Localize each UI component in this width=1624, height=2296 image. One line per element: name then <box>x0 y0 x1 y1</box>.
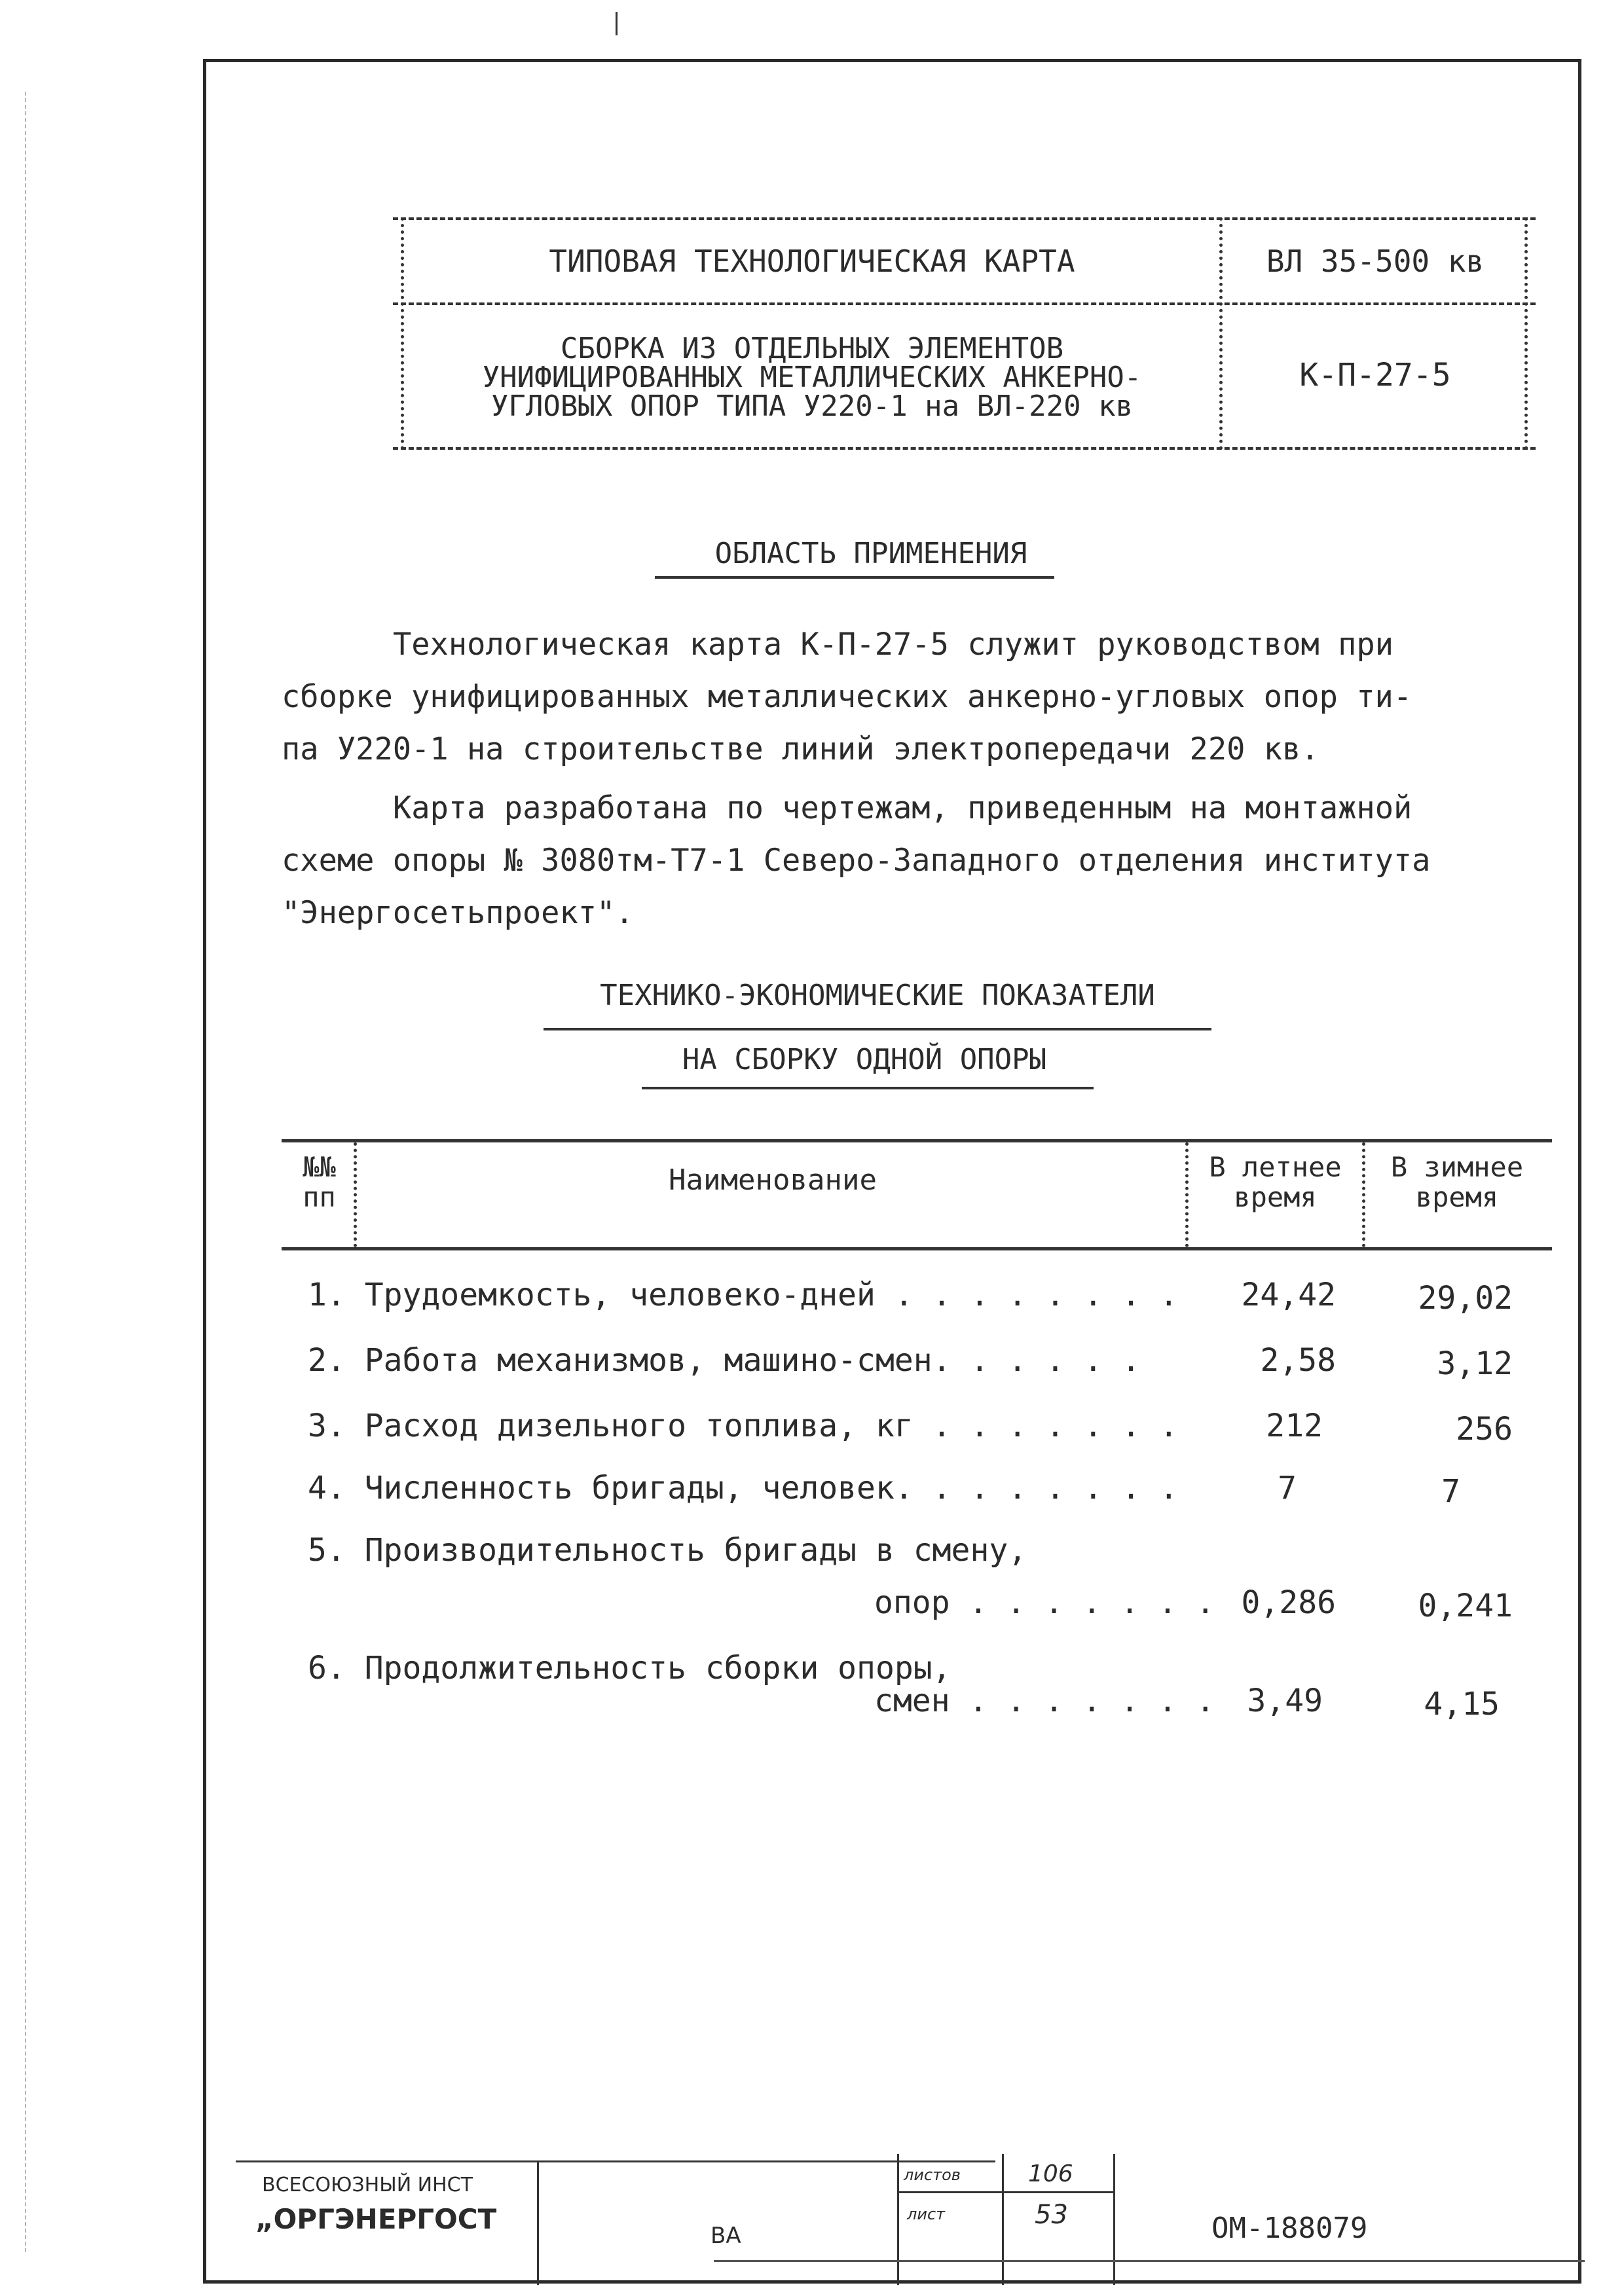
scope-code: ВЛ 35-500 кв <box>1266 244 1485 279</box>
scope-paragraph2-line2: схеме опоры № 3080тм-Т7-1 Северо-Западного отделения института <box>282 843 1431 879</box>
table-row-3-summer: 212 <box>1266 1408 1323 1444</box>
table-row-2-summer: 2,58 <box>1260 1342 1336 1379</box>
table-header-bottom-rule <box>282 1247 1552 1250</box>
table-row-3-label: 3. Расход дизельного топлива, кг . . . . . . . <box>308 1408 1179 1444</box>
scope-paragraph2-line1: Карта разработана по чертежам, приведенным на монтажной <box>393 790 1412 826</box>
table-header-name: Наименование <box>669 1163 877 1197</box>
indicators-heading-underline1 <box>544 1028 1211 1030</box>
table-header-number: №№ пп <box>303 1151 336 1213</box>
card-title: ТИПОВАЯ ТЕХНОЛОГИЧЕСКАЯ КАРТА <box>549 244 1075 279</box>
stamp-divider-values <box>1002 2154 1004 2285</box>
table-row-2-winter: 3,12 <box>1437 1345 1513 1382</box>
table-row-6-unit: смен . . . . . . . <box>874 1683 1215 1719</box>
table-row-5-unit: опор . . . . . . . <box>874 1584 1215 1621</box>
stamp-sheets-label: листов <box>904 2166 961 2184</box>
table-row-5-winter: 0,241 <box>1418 1588 1513 1624</box>
card-subtitle-line2: УНИФИЦИРОВАННЫХ МЕТАЛЛИЧЕСКИХ АНКЕРНО- <box>482 361 1142 394</box>
scope-paragraph1-line2: сборке унифицированных металлических анкерно-угловых опор ти- <box>282 679 1412 715</box>
table-row-3-winter: 256 <box>1456 1411 1513 1448</box>
card-code: К-П-27-5 <box>1299 357 1451 393</box>
title-block-left-edge <box>401 217 404 450</box>
table-row-5-summer: 0,286 <box>1241 1584 1336 1621</box>
card-subtitle-line1: СБОРКА ИЗ ОТДЕЛЬНЫХ ЭЛЕМЕНТОВ <box>560 332 1064 365</box>
table-row-6-winter: 4,15 <box>1424 1686 1500 1722</box>
title-block-middle-rule <box>393 302 1536 305</box>
stamp-divider-org <box>537 2160 539 2285</box>
stamp-divider-number <box>1113 2154 1115 2285</box>
scope-heading-underline <box>655 576 1054 579</box>
table-row-1-summer: 24,42 <box>1241 1277 1336 1313</box>
table-top-rule <box>282 1139 1552 1142</box>
stamp-document-number: ОМ-188079 <box>1211 2212 1368 2245</box>
table-row-4-winter: 7 <box>1441 1473 1460 1510</box>
binding-edge-line <box>25 92 26 2252</box>
stamp-organization-line2: „ОРГЭНЕРГОСТ <box>255 2203 497 2235</box>
card-subtitle-line3: УГЛОВЫХ ОПОР ТИПА У220-1 на ВЛ-220 кв <box>490 390 1134 423</box>
stamp-organization-line1: ВСЕСОЮЗНЫЙ ИНСТ <box>262 2174 473 2196</box>
table-row-4-summer: 7 <box>1278 1470 1297 1506</box>
top-margin-mark <box>616 12 618 35</box>
indicators-heading-line1: ТЕХНИКО-ЭКОНОМИЧЕСКИЕ ПОКАЗАТЕЛИ <box>600 979 1155 1012</box>
table-row-2-label: 2. Работа механизмов, машино-смен. . . . . . <box>308 1342 1141 1379</box>
title-block-right-edge <box>1524 217 1528 450</box>
stamp-sheet-value: 53 <box>1035 2200 1068 2230</box>
table-column-divider-name <box>1185 1142 1189 1247</box>
stamp-sheets-value: 106 <box>1028 2160 1073 2187</box>
stamp-top-rule <box>236 2160 995 2162</box>
stamp-city: ВА <box>710 2223 741 2249</box>
scope-paragraph1-line3: па У220-1 на строительстве линий электропередачи 220 кв. <box>282 731 1320 767</box>
table-row-5-label: 5. Производительность бригады в смену, <box>308 1532 1027 1569</box>
table-row-1-winter: 29,02 <box>1418 1280 1513 1317</box>
title-block <box>393 217 1536 450</box>
table-row-4-label: 4. Численность бригады, человек. . . . . . . . <box>308 1470 1179 1506</box>
scope-paragraph1-line1: Технологическая карта К-П-27-5 служит руководством при <box>393 627 1394 663</box>
indicators-heading-underline2 <box>642 1087 1094 1089</box>
table-header-winter: В зимнее время <box>1390 1151 1524 1213</box>
scope-heading: ОБЛАСТЬ ПРИМЕНЕНИЯ <box>714 537 1027 570</box>
title-block-divider <box>1219 217 1223 450</box>
table-header-summer: В летнее время <box>1209 1151 1342 1213</box>
stamp-sheets-rule <box>897 2191 1113 2193</box>
table-column-divider-summer <box>1362 1142 1365 1247</box>
stamp-bottom-rule <box>714 2260 1585 2262</box>
title-block-top-rule <box>393 217 1536 220</box>
title-block-bottom-rule <box>393 447 1536 450</box>
stamp-divider-sheets <box>897 2154 899 2285</box>
table-column-divider-num <box>354 1142 357 1247</box>
scope-paragraph2-line3: "Энергосетьпроект". <box>282 895 634 931</box>
table-row-6-summer: 3,49 <box>1247 1683 1323 1719</box>
table-row-1-label: 1. Трудоемкость, человеко-дней . . . . . . . . <box>308 1277 1179 1313</box>
stamp-sheet-label: лист <box>907 2205 946 2223</box>
table-row-6-label: 6. Продолжительность сборки опоры, <box>308 1650 951 1686</box>
indicators-heading-line2: НА СБОРКУ ОДНОЙ ОПОРЫ <box>682 1043 1047 1076</box>
